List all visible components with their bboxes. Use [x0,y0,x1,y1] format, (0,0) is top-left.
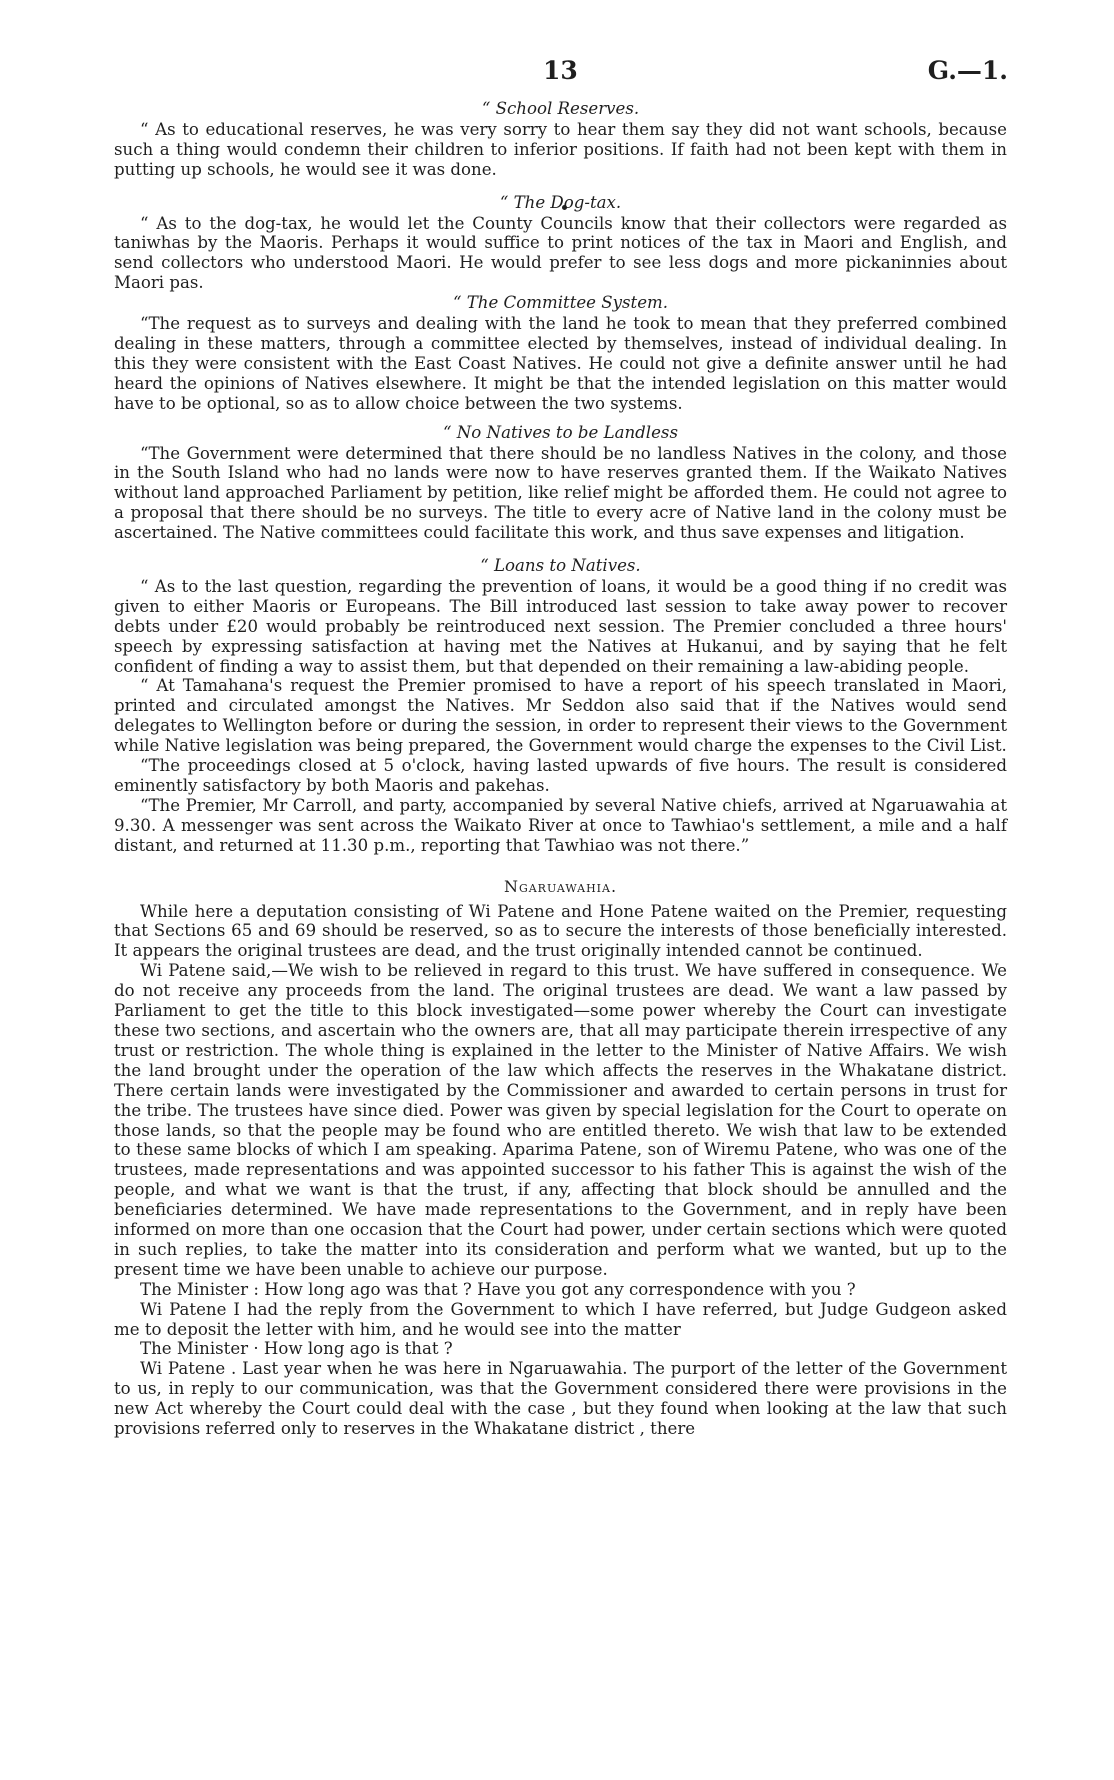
paragraph-school-reserves: “ As to educational reserves, he was very sorry to hear them say they did not want schools, because such a thing would condemn their children to inferior positions. If faith had not been kept with them in putting up schools, he would see it was done. [114,119,1007,179]
paragraph-ngaruawahia-4: Wi Patene I had the reply from the Government to which I have referred, but Judge Gudgeon asked me to deposit the letter with him, and he would see into the matter [114,1299,1007,1339]
page-body [114,99,1007,1439]
paragraph-committee-system: “The request as to surveys and dealing with the land he took to mean that they preferred combined dealing in these matters, through a committee elected by themselves, instead of individual dealing. In this they were consistent with the East Coast Natives. He could not give a definite answer until he had heard the opinions of Natives elsewhere. It might be that the intended legislation on this matter would have to be optional, so as to allow choice between the two systems. [114,314,1007,413]
paragraph-no-landless: “The Government were determined that there should be no landless Natives in the colony, and those in the South Island who had no lands were now to have reserves granted them. If the Waikato Natives without land approached Parliament by petition, like relief might be afforded them. He could not agree to a proposal that there should be no surveys. The title to every acre of Native land in the colony must be ascertained. The Native committees could facilitate this work, and thus save expenses and litigation. [114,443,1007,543]
heading-dog-tax: “ The Dog-tax. [499,192,622,212]
paragraph-dog-tax: “ As to the dog-tax, he would let the County Councils know that their collectors were regarded as taniwhas by the Maoris. Perhaps it would suffice to print notices of the tax in Maori and English, and send collectors who understood Maori. He would prefer to see less dogs and more pickaninnies about Maori pas. [114,213,1007,293]
paragraph-ngaruawahia-5: The Minister · How long ago is that ? [140,1339,453,1359]
paragraph-loans-4: “The Premier, Mr Carroll, and party, accompanied by several Native chiefs, arrived at Ngaruawahia at 9.30. A messenger was sent across the Waikato River at once to Tawhiao's settlement, a mile and a half distant, and returned at 11.30 p.m., reporting that Tawhiao was not there.” [114,795,1007,855]
document-reference: G.—1. [927,56,1008,85]
heading-ngaruawahia: Ngaruawahia. [503,876,618,896]
paragraph-ngaruawahia-1: While here a deputation consisting of Wi Patene and Hone Patene waited on the Premier, requesting that Sections 65 and 69 should be reserved, so as to secure the interests of those beneficially interested. It appears the original trustees are dead, and the trust originally intended cannot be continued. [114,901,1007,961]
page-number: 13 [543,56,578,85]
paragraph-loans-2: “ At Tamahana's request the Premier promised to have a report of his speech translated in Maori, printed and circulated amongst the Natives. Mr Seddon also said that if the Natives would send delegates to Wellington before or during the session, in order to represent their views to the Government while Native legislation was being prepared, the Government would charge the expenses to the Civil List. [114,676,1007,756]
heading-no-landless: “ No Natives to be Landless [443,422,678,442]
paragraph-ngaruawahia-2: Wi Patene said,—We wish to be relieved in regard to this trust. We have suffered in consequence. We do not receive any proceeds from the land. The original trustees are dead. We want a law passed by Parliament to get the title to this block investigated—some power whereby the Court can investigate these two sections, and ascertain who the owners are, that all may participate therein irrespective of any trust or restriction. The whole thing is explained in the letter to the Minister of Native Affairs. We wish the land brought under the operation of the law which affects the reserves in the Whakatane district. There certain lands were investigated by the Commissioner and awarded to certain persons in trust for the tribe. The trustees have since died. Power was given by special legislation for the Court to operate on those lands, so that the people may be found who are entitled thereto. We wish that law to be extended to these same blocks of which I am speaking. Aparima Patene, son of Wiremu Patene, who was one of the trustees, made representations and was appointed successor to his father This is against the wish of the people, and what we want is that the trust, if any, affecting that block should be annulled and the beneficiaries determined. We have made representations to the Government, and in reply have been informed on more than one occasion that the Court had power, under certain sections which were quoted in such replies, to take the matter into its consideration and perform what we wanted, but up to the present time we have been unable to achieve our purpose. [114,961,1007,1279]
heading-school-reserves: “ School Reserves. [481,99,640,118]
paragraph-loans-3: “The proceedings closed at 5 o'clock, having lasted upwards of five hours. The result is considered eminently satisfactory by both Maoris and pakehas. [114,756,1007,795]
paragraph-ngaruawahia-6: Wi Patene . Last year when he was here in Ngaruawahia. The purport of the letter of the Government to us, in reply to our communication, was that the Government considered there were provisions in the new Act whereby the Court could deal with the case , but they found when looking at the law that such provisions referred only to reserves in the Whakatane district , there [114,1359,1007,1439]
paragraph-ngaruawahia-3: The Minister : How long ago was that ? Have you got any correspondence with you ? [140,1279,856,1299]
heading-loans: “ Loans to Natives. [480,556,641,576]
page-header [0,56,1114,86]
paragraph-loans-1: “ As to the last question, regarding the prevention of loans, it would be a good thing if no credit was given to either Maoris or Europeans. The Bill introduced last session to take away power to recover debts under £20 would probably be reintroduced next session. The Premier concluded a three hours' speech by expressing satisfaction at having met the Natives at Hukanui, and by saying that he felt confident of finding a way to assist them, but that depended on their remaining a law-abiding people. [114,576,1007,676]
heading-committee-system: “ The Committee System. [452,293,669,313]
